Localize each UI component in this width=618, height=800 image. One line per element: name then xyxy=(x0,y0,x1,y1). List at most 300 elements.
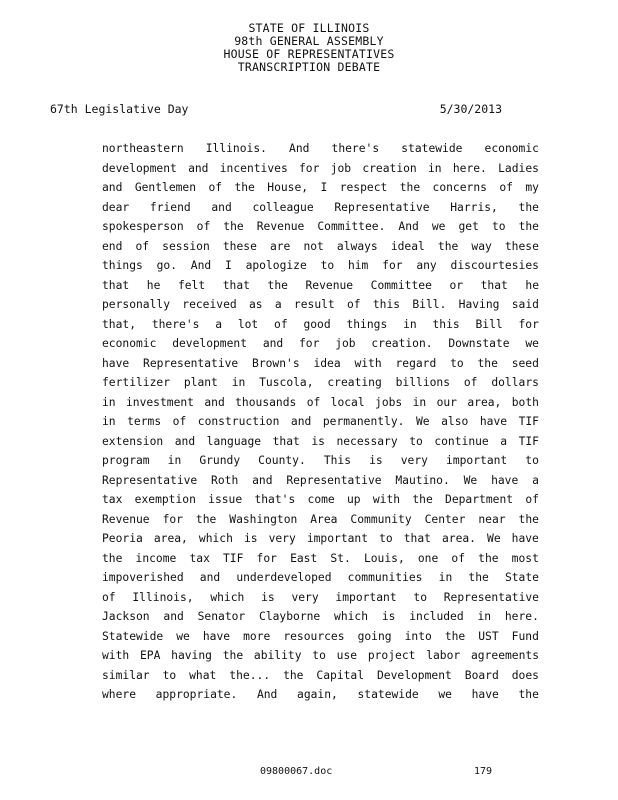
word: Capital xyxy=(316,668,365,682)
word: agreements xyxy=(470,649,539,662)
header-assembly: 98th GENERAL ASSEMBLY xyxy=(234,34,384,48)
word: for xyxy=(299,161,320,175)
word: we xyxy=(525,337,539,350)
word: the xyxy=(223,220,244,233)
word: concerns xyxy=(432,181,487,194)
word: these xyxy=(222,239,257,253)
word: Committee. xyxy=(317,220,386,233)
word: of xyxy=(306,395,321,409)
word: We xyxy=(487,532,501,545)
word: this xyxy=(372,298,401,311)
word: a xyxy=(274,298,282,311)
word: and xyxy=(102,181,123,194)
text-line xyxy=(102,139,539,159)
word: also xyxy=(441,415,469,428)
word: for xyxy=(256,551,277,565)
word: the xyxy=(444,629,466,643)
word: of xyxy=(135,239,150,253)
word: lot xyxy=(237,317,259,331)
word: of xyxy=(463,376,478,389)
word: dear xyxy=(102,200,130,214)
word: of xyxy=(172,415,187,428)
word: very xyxy=(400,454,428,467)
text-line xyxy=(102,276,539,296)
word: the xyxy=(222,649,244,662)
word: statewide xyxy=(357,688,419,701)
word: the xyxy=(283,668,304,682)
word: Brown's xyxy=(252,356,300,370)
word: which xyxy=(210,590,245,604)
word: for xyxy=(299,337,320,350)
word: what xyxy=(189,668,217,682)
word: billions xyxy=(395,376,451,389)
word: there's xyxy=(331,142,380,155)
word: I xyxy=(224,259,232,272)
word: Revenue xyxy=(305,278,354,292)
word: friend xyxy=(149,200,191,214)
word: EPA xyxy=(139,649,161,662)
word: dollars xyxy=(491,376,539,389)
word: St. xyxy=(330,551,351,565)
word: not xyxy=(303,239,324,253)
word: Illinois, xyxy=(132,590,194,604)
word: these xyxy=(504,239,539,253)
text-line xyxy=(102,334,539,354)
word: communities xyxy=(347,571,423,584)
word: to xyxy=(450,356,464,370)
word: underdeveloped xyxy=(236,571,332,584)
word: the xyxy=(468,571,489,584)
word: result xyxy=(293,298,335,311)
word: respect xyxy=(339,181,388,194)
word: we xyxy=(176,629,190,643)
word: get xyxy=(458,220,479,233)
word: of xyxy=(196,220,211,233)
word: in xyxy=(438,571,453,584)
word: continue xyxy=(434,434,489,448)
word: East xyxy=(290,551,318,565)
text-line xyxy=(102,178,539,198)
word: creation xyxy=(362,161,417,175)
word: one xyxy=(417,551,439,565)
word: tax xyxy=(102,493,123,506)
word: in xyxy=(231,376,246,389)
word: Fund xyxy=(511,629,539,643)
word: and xyxy=(188,161,209,175)
word: extension xyxy=(102,434,164,448)
debate-text xyxy=(102,139,539,705)
word: and xyxy=(199,571,221,584)
word: the xyxy=(399,181,421,194)
word: development xyxy=(172,337,248,350)
word: creating xyxy=(327,376,382,389)
word: Having xyxy=(458,298,500,311)
word: is xyxy=(369,454,383,467)
word: fertilizer xyxy=(102,376,171,389)
word: and xyxy=(163,610,184,623)
word: spokesperson xyxy=(102,220,184,233)
word: the xyxy=(195,512,217,526)
word: Washington xyxy=(229,512,298,526)
word: again, xyxy=(297,688,338,701)
word: similar xyxy=(102,668,150,682)
word: the xyxy=(518,512,539,526)
word: for xyxy=(162,512,183,526)
word: ideal xyxy=(390,239,425,253)
word: Peoria xyxy=(102,532,143,545)
word: which xyxy=(334,610,369,623)
word: incentives xyxy=(219,161,288,175)
word: is xyxy=(311,434,325,448)
text-line xyxy=(102,237,539,257)
legislative-day-line xyxy=(50,102,502,116)
word: to xyxy=(162,668,177,682)
word: for xyxy=(518,317,539,331)
word: economic xyxy=(484,142,539,155)
word: area, xyxy=(153,532,188,545)
word: personally xyxy=(102,298,171,311)
word: into xyxy=(404,629,432,643)
word: that xyxy=(102,278,130,292)
word: and xyxy=(252,473,273,487)
word: And xyxy=(190,259,212,272)
text-line xyxy=(102,432,539,452)
word: Senator xyxy=(197,610,246,623)
word: exemption xyxy=(134,493,196,506)
word: good xyxy=(303,317,331,331)
text-line xyxy=(102,607,539,627)
word: Representative xyxy=(334,200,430,214)
word: Clayborne xyxy=(259,610,321,623)
word: both xyxy=(511,395,539,409)
word: very xyxy=(291,590,319,604)
word: have xyxy=(471,688,499,701)
text-line xyxy=(102,529,539,549)
word: And xyxy=(398,220,419,233)
word: and xyxy=(211,200,232,214)
word: Ladies xyxy=(498,161,539,175)
text-line xyxy=(102,198,539,218)
word: up xyxy=(347,493,361,506)
word: TIF xyxy=(223,551,244,565)
word: Jackson xyxy=(102,610,150,623)
word: investment xyxy=(125,395,194,409)
word: Mautino. xyxy=(395,473,450,487)
word: or xyxy=(449,278,464,292)
word: where xyxy=(102,688,137,701)
word: northeastern xyxy=(102,142,184,155)
word: Gentlemen xyxy=(134,181,197,194)
word: TIF xyxy=(518,434,539,448)
word: development xyxy=(102,161,177,175)
word: language xyxy=(206,434,262,448)
word: to xyxy=(409,434,423,448)
word: plant xyxy=(183,376,218,389)
word: resources xyxy=(283,629,345,643)
word: job xyxy=(335,337,356,350)
word: And xyxy=(256,688,278,701)
word: labor xyxy=(426,649,461,662)
word: the xyxy=(518,688,539,701)
word: important xyxy=(446,454,508,467)
word: job xyxy=(330,161,352,175)
word: in xyxy=(403,317,417,331)
text-line xyxy=(102,627,539,647)
word: County. xyxy=(258,454,306,467)
word: necessary xyxy=(336,434,398,448)
word: creation. xyxy=(371,337,433,350)
text-line xyxy=(102,685,539,705)
word: colleague xyxy=(252,200,314,214)
word: in xyxy=(102,395,116,409)
word: him xyxy=(347,259,369,272)
word: the... xyxy=(229,668,271,682)
word: received xyxy=(182,298,237,311)
word: of xyxy=(525,493,539,506)
word: Representative xyxy=(102,473,198,487)
word: most xyxy=(511,551,539,565)
word: the xyxy=(234,181,255,194)
word: House, xyxy=(267,181,309,194)
text-line xyxy=(102,217,539,237)
word: in xyxy=(102,415,116,428)
word: in xyxy=(427,161,442,175)
word: go. xyxy=(156,259,177,272)
word: more xyxy=(243,629,271,643)
word: that xyxy=(272,434,300,448)
text-line xyxy=(102,510,539,530)
word: important xyxy=(335,590,397,604)
word: in xyxy=(412,395,427,409)
word: program xyxy=(102,454,150,467)
header-transcription: TRANSCRIPTION DEBATE xyxy=(237,60,381,74)
word: with xyxy=(102,649,130,662)
word: our xyxy=(436,395,457,409)
text-line xyxy=(102,588,539,608)
word: we xyxy=(438,688,452,701)
word: issue xyxy=(208,493,243,506)
word: with xyxy=(354,356,382,370)
word: a xyxy=(500,434,508,448)
word: things xyxy=(102,259,143,272)
word: have xyxy=(491,473,519,487)
text-line xyxy=(102,549,539,569)
word: and xyxy=(174,434,196,448)
text-line xyxy=(102,471,539,491)
word: discourtesies xyxy=(450,259,539,272)
word: any xyxy=(416,259,437,272)
word: the xyxy=(102,551,123,565)
word: local xyxy=(330,395,365,409)
word: project xyxy=(367,649,416,662)
page-header xyxy=(0,22,618,74)
word: things xyxy=(346,317,388,331)
word: my xyxy=(525,181,539,194)
word: Committee xyxy=(370,278,432,292)
text-line xyxy=(102,159,539,179)
word: ability xyxy=(253,649,302,662)
word: end xyxy=(102,239,123,253)
word: felt xyxy=(177,278,206,292)
word: a xyxy=(215,317,223,331)
word: Board xyxy=(464,668,499,682)
word: Louis, xyxy=(363,551,405,565)
page-number: 179 xyxy=(474,766,493,777)
word: to xyxy=(413,590,427,604)
word: there's xyxy=(151,317,200,331)
word: always xyxy=(336,239,378,253)
word: economic xyxy=(102,337,157,350)
word: have xyxy=(479,415,508,428)
word: Area xyxy=(310,512,338,526)
text-line xyxy=(102,412,539,432)
word: Center xyxy=(424,512,466,526)
word: Development xyxy=(376,668,452,682)
word: apologize xyxy=(245,259,307,272)
word: this xyxy=(432,317,460,331)
word: idea xyxy=(313,356,341,370)
word: session xyxy=(162,239,210,253)
document-id: 09800067.doc xyxy=(260,766,333,777)
word: Harris, xyxy=(450,200,498,214)
word: we xyxy=(431,220,446,233)
word: Community xyxy=(350,512,412,526)
word: Revenue xyxy=(102,512,150,526)
word: We xyxy=(463,473,478,487)
word: of xyxy=(499,181,513,194)
word: seed xyxy=(511,356,539,370)
word: Bill. xyxy=(412,298,447,311)
word: Downstate xyxy=(448,337,510,350)
word: a xyxy=(532,473,539,487)
word: going xyxy=(357,629,392,643)
word: of xyxy=(451,551,466,565)
word: thousands xyxy=(235,395,297,409)
word: of xyxy=(102,590,116,604)
word: This xyxy=(323,454,352,467)
word: I xyxy=(320,181,328,194)
word: regard xyxy=(395,356,437,370)
word: of xyxy=(208,181,223,194)
word: We xyxy=(415,415,430,428)
word: UST xyxy=(478,629,499,643)
word: use xyxy=(336,649,358,662)
word: does xyxy=(511,668,539,682)
word: is xyxy=(261,590,275,604)
word: and xyxy=(204,395,225,409)
text-line xyxy=(102,373,539,393)
word: for xyxy=(382,259,403,272)
word: the xyxy=(478,551,499,565)
word: TIF xyxy=(518,415,539,428)
text-line xyxy=(102,315,539,335)
word: State xyxy=(504,571,539,584)
word: included xyxy=(409,610,464,623)
word: that xyxy=(480,278,508,292)
word: and xyxy=(290,415,312,428)
word: and xyxy=(262,337,284,350)
word: that's xyxy=(254,493,296,506)
word: appropriate. xyxy=(155,688,238,701)
word: Statewide xyxy=(102,629,164,643)
text-line xyxy=(102,256,539,276)
word: have xyxy=(102,356,130,370)
text-line xyxy=(102,568,539,588)
word: Department xyxy=(445,493,514,506)
word: Revenue xyxy=(256,220,305,233)
header-house: HOUSE OF REPRESENTATIVES xyxy=(223,47,395,61)
text-line xyxy=(102,646,539,666)
word: that xyxy=(403,532,431,545)
word: to xyxy=(491,220,506,233)
word: permanently. xyxy=(322,415,405,428)
word: that, xyxy=(102,317,137,331)
word: terms xyxy=(127,415,162,428)
legislative-day: 67th Legislative Day xyxy=(50,102,189,116)
word: are xyxy=(269,239,291,253)
word: Representative xyxy=(443,590,539,604)
word: have xyxy=(511,532,539,545)
word: here. xyxy=(504,610,539,623)
word: Representative xyxy=(143,356,239,370)
word: as xyxy=(248,298,263,311)
text-line xyxy=(102,451,539,471)
word: impoverished xyxy=(102,571,184,584)
word: Tuscola, xyxy=(259,376,314,389)
word: that xyxy=(222,278,250,292)
word: the xyxy=(412,493,433,506)
word: tax xyxy=(189,551,210,565)
word: very xyxy=(268,532,296,545)
word: near xyxy=(478,512,506,526)
word: construction xyxy=(197,415,280,428)
word: here. xyxy=(452,161,487,175)
word: of xyxy=(347,298,361,311)
word: the xyxy=(267,278,288,292)
word: he xyxy=(146,278,161,292)
text-line xyxy=(102,354,539,374)
word: income xyxy=(135,551,177,565)
word: having xyxy=(171,649,212,662)
word: come xyxy=(307,493,335,506)
word: Representative xyxy=(286,473,382,487)
word: is xyxy=(243,532,258,545)
word: to xyxy=(379,532,393,545)
word: the xyxy=(477,356,498,370)
word: Roth xyxy=(211,473,239,487)
word: Illinois. xyxy=(205,142,267,155)
word: the xyxy=(518,220,539,233)
word: to xyxy=(312,649,326,662)
text-line xyxy=(102,666,539,686)
word: which xyxy=(198,532,233,545)
word: Grundy xyxy=(199,454,241,467)
word: statewide xyxy=(401,142,463,155)
word: to xyxy=(320,259,335,272)
word: is xyxy=(381,610,396,623)
word: area, xyxy=(467,395,502,409)
word: said xyxy=(511,298,539,311)
text-line xyxy=(102,490,539,510)
word: the xyxy=(437,239,459,253)
word: Bill xyxy=(475,317,503,331)
word: with xyxy=(372,493,401,506)
word: the xyxy=(518,200,539,214)
word: area. xyxy=(441,532,476,545)
word: have xyxy=(202,629,231,643)
word: of xyxy=(274,317,288,331)
word: jobs xyxy=(375,395,403,409)
